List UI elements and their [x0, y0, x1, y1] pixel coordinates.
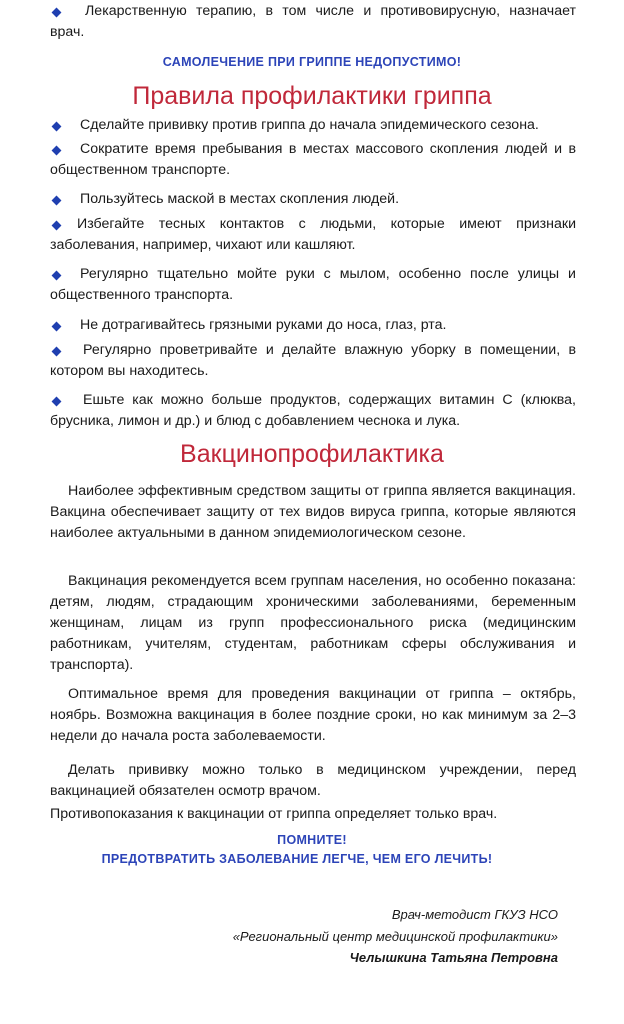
- signature-position: Врач-методист ГКУЗ НСО: [391, 907, 558, 922]
- prevention-item: Регулярно тщательно мойте руки с мылом, особенно после улицы и общественного транспорта.: [50, 266, 576, 303]
- signature-organization: «Региональный центр медицинской профилактики»: [232, 929, 558, 944]
- vaccination-paragraph: Наиболее эффективным средством защиты от гриппа является вакцинация. Вакцина обеспечивает защиту от тех видов вируса гриппа, которые являются наиболее актуальными в данном эпидемиологическом сезоне.: [50, 483, 576, 541]
- prevention-item: Регулярно проветривайте и делайте влажную уборку в помещении, в котором вы находитесь.: [50, 342, 576, 379]
- vaccination-paragraph: Делать прививку можно только в медицинском учреждении, перед вакцинацией обязателен осмотр врачом.: [50, 762, 576, 799]
- vaccination-title: Вакцинопрофилактика: [180, 440, 444, 468]
- self-treatment-warning: САМОЛЕЧЕНИЕ ПРИ ГРИППЕ НЕДОПУСТИМО!: [162, 55, 462, 69]
- prevention-title: Правила профилактики гриппа: [132, 82, 492, 110]
- prevention-item: Пользуйтесь маской в местах скопления людей.: [80, 191, 400, 207]
- prevention-item: Ешьте как можно больше продуктов, содержащих витамин С (клюква, брусника, лимон и др.) и блюд с добавлением чеснока и лука.: [50, 392, 576, 429]
- vaccination-paragraph: Оптимальное время для проведения вакцинации от гриппа – октябрь, ноябрь. Возможна вакцинация в более поздние сроки, но как минимум за 2–3 недели до начала роста заболеваемости.: [50, 686, 576, 744]
- contraindications-text: Противопоказания к вакцинации от гриппа определяет только врач.: [50, 806, 498, 822]
- signature-name: Челышкина Татьяна Петровна: [349, 950, 558, 965]
- prevention-item: Избегайте тесных контактов с людьми, которые имеют признаки заболевания, например, чихают или кашляют.: [50, 216, 576, 253]
- prevention-item: Сократите время пребывания в местах массового скопления людей и в общественном транспорте.: [50, 141, 576, 178]
- prevention-item: Не дотрагивайтесь грязными руками до носа, глаз, рта.: [80, 317, 447, 333]
- prevention-item: Сделайте прививку против гриппа до начала эпидемического сезона.: [80, 117, 539, 133]
- reminder-line-1: ПОМНИТЕ!: [277, 833, 347, 847]
- vaccination-paragraph: Вакцинация рекомендуется всем группам населения, но особенно показана: детям, людям, страдающим хроническими заболеваниями, беременным женщинам, лицам из групп профессионального риска (медицинским работникам, учителям, студентам, работникам сферы обслуживания и транспорта).: [50, 573, 576, 673]
- top-bullet-text: Лекарственную терапию, в том числе и противовирусную, назначает врач.: [50, 3, 576, 40]
- reminder-line-2: ПРЕДОТВРАТИТЬ ЗАБОЛЕВАНИЕ ЛЕГЧЕ, ЧЕМ ЕГО ЛЕЧИТЬ!: [101, 852, 493, 866]
